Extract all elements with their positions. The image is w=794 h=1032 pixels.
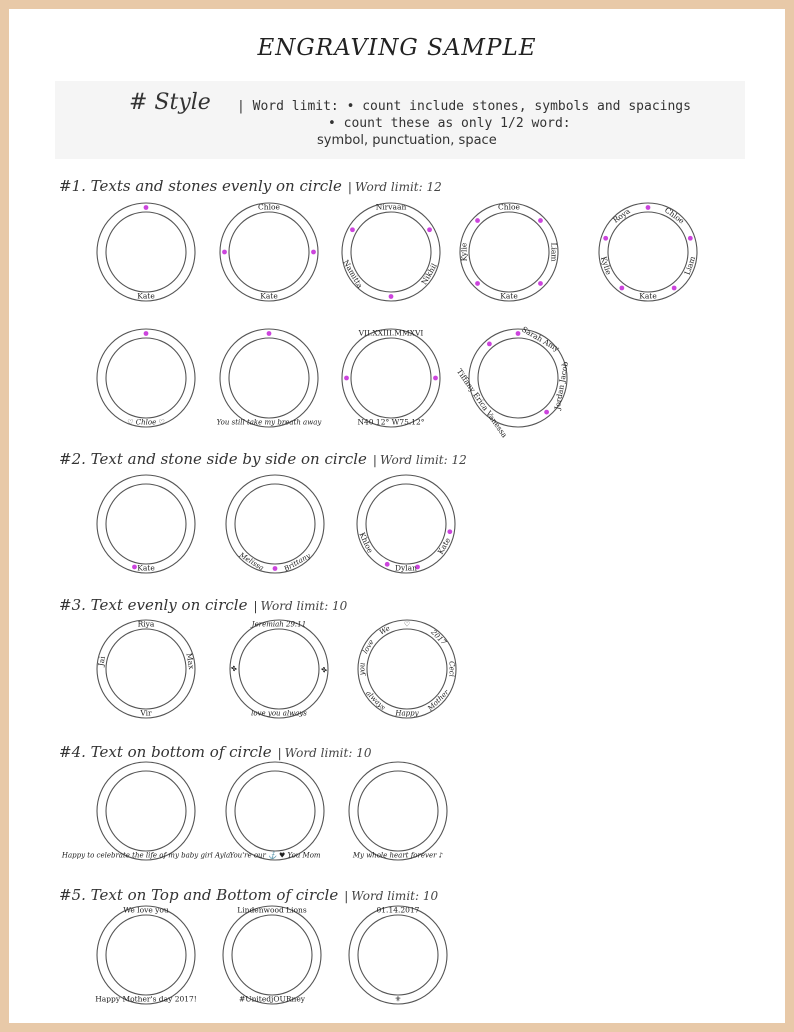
ring-s4r1c: [349, 762, 447, 860]
ring-engraving-text: 2017: [429, 628, 448, 647]
section-5-label: #5. Text on Top and Bottom of circle: [59, 886, 339, 904]
stone-dot: [487, 342, 492, 347]
ring-inner-edge: [235, 484, 315, 564]
ring-engraving-text: Roya: [611, 206, 632, 225]
section-2-label: #2. Text and stone side by side on circle: [59, 450, 367, 468]
ring-engraving-text: Vir: [140, 708, 152, 718]
stone-dot: [538, 218, 543, 223]
ring-engraving-text: Lindenwood Lions: [237, 905, 307, 915]
ring-engraving-text: Brittany: [282, 551, 312, 574]
ring-inner-edge: [229, 338, 309, 418]
page-title: ENGRAVING SAMPLE: [257, 35, 537, 61]
ring-s1r1b: [220, 203, 318, 302]
ring-inner-edge: [106, 915, 186, 995]
ring-engraving-text: Ceci: [447, 661, 456, 677]
ring-engraving-text: We: [378, 624, 392, 637]
ring-engraving-text: Tiffany Erica Vanessa: [454, 367, 510, 440]
ring-engraving-text: Melissa: [237, 551, 266, 573]
ring-inner-edge: [366, 484, 446, 564]
section-3-limit: Word limit: 10: [260, 599, 348, 613]
ring-engraving-text: N40 12° W75.12°: [357, 417, 425, 427]
stone-dot: [672, 286, 677, 291]
stone-dot: [447, 529, 452, 534]
style-rule-line-3: symbol, punctuation, space: [317, 133, 497, 148]
ring-engraving-text: you: [358, 662, 367, 676]
stone-dot: [267, 331, 272, 336]
stone-dot: [603, 236, 608, 241]
section-5-heading: #5. Text on Top and Bottom of circle | Word limit: 10: [59, 886, 439, 904]
ring-inner-edge: [232, 915, 312, 995]
ring-engraving-text: Happy Mother's day 2017!: [95, 994, 197, 1004]
ring-s1r2b: [217, 329, 323, 427]
ring-engraving-text: Nirvaan: [375, 202, 407, 212]
ring-engraving-text: Kylie: [598, 255, 614, 276]
ring-engraving-text: Riya: [137, 619, 155, 629]
ring-inner-edge: [235, 771, 315, 851]
ring-inner-edge: [351, 212, 431, 292]
stone-dot: [544, 410, 549, 415]
ring-inner-edge: [608, 212, 688, 292]
section-1-label: #1. Texts and stones evenly on circle: [59, 177, 342, 195]
ring-engraving-text: Chloe: [662, 205, 686, 226]
ring-engraving-text: Kylie: [459, 242, 469, 262]
ring-s1r1a: [97, 203, 195, 301]
stone-dot: [273, 566, 278, 571]
ring-engraving-text: Jai: [96, 655, 107, 667]
ring-engraving-text: Kate: [137, 291, 155, 301]
stone-dot: [688, 236, 693, 241]
ring-engraving-text: My whole heart forever ♪: [352, 851, 444, 860]
ring-outer-edge: [349, 906, 447, 1004]
ring-outer-edge: [97, 762, 195, 860]
ring-inner-edge: [229, 212, 309, 292]
ring-inner-edge: [358, 915, 438, 995]
ring-outer-edge: [230, 620, 328, 718]
ring-s1r1e: [599, 203, 697, 301]
ring-outer-edge: [220, 203, 318, 301]
ring-engraving-text: Kate: [639, 291, 657, 301]
section-4-heading: #4. Text on bottom of circle | Word limit: 10: [59, 743, 372, 761]
ring-engraving-text: Kate: [137, 563, 155, 573]
stone-dot: [475, 281, 480, 286]
section-3-heading: #3. Text evenly on circle | Word limit: 10: [59, 596, 348, 614]
ring-engraving-text: Kate: [435, 536, 453, 556]
stone-dot: [311, 250, 316, 255]
ring-engraving-text: love you always: [251, 709, 307, 718]
ring-engraving-text: Happy: [395, 709, 419, 718]
ring-s5r1a: [95, 906, 197, 1005]
ring-engraving-text: Nikhil: [419, 261, 439, 287]
ring-engraving-text: ♡ Chloe ♡: [127, 418, 165, 427]
ring-inner-edge: [106, 338, 186, 418]
stone-dot: [144, 205, 149, 210]
ring-outer-edge: [357, 475, 455, 573]
ring-outer-edge: [97, 203, 195, 301]
section-3-label: #3. Text evenly on circle: [59, 596, 248, 614]
ring-engraving-text: Chloe: [498, 202, 520, 212]
stone-dot: [619, 286, 624, 291]
ring-outer-edge: [97, 906, 195, 1004]
ring-s2r1c: [357, 475, 455, 573]
ring-s2r1b: [226, 475, 324, 574]
section-5-limit: Word limit: 10: [351, 889, 439, 903]
section-2-limit: Word limit: 12: [379, 453, 467, 467]
ring-samples: [9, 9, 785, 1023]
ring-engraving-text: Jeremiah 29:11: [251, 620, 307, 629]
ring-s1r2c: [342, 329, 440, 428]
ring-s5r1c: [349, 906, 447, 1005]
ring-engraving-text: Chloe: [258, 202, 280, 212]
stone-dot: [144, 331, 149, 336]
ring-engraving-text: You're our ⚓ ♥ You Mom: [229, 851, 321, 860]
ring-s1r1d: [460, 203, 559, 302]
ring-inner-edge: [239, 629, 319, 709]
ring-inner-edge: [106, 484, 186, 564]
ring-engraving-text: Jordan Jacob: [552, 360, 570, 411]
section-4-limit: Word limit: 10: [284, 746, 372, 760]
ring-engraving-text: 01.14.2017: [376, 905, 420, 915]
ring-engraving-text: Kate: [260, 291, 278, 301]
ring-s1r2a: [97, 329, 195, 427]
stone-dot: [427, 227, 432, 232]
ring-engraving-text: Khloe: [357, 530, 375, 555]
ring-outer-edge: [97, 620, 195, 718]
ring-engraving-text: Max: [184, 652, 197, 671]
section-4-label: #4. Text on bottom of circle: [59, 743, 272, 761]
ring-engraving-text: ⚜: [394, 994, 402, 1004]
stone-dot: [222, 250, 227, 255]
ring-inner-edge: [106, 629, 186, 709]
stone-dot: [433, 376, 438, 381]
ring-engraving-text: Mother: [426, 688, 451, 713]
ring-outer-edge: [97, 475, 195, 573]
ring-s3r1a: [96, 620, 196, 719]
ring-engraving-text: Liam: [549, 242, 559, 262]
stone-dot: [385, 562, 390, 567]
stone-dot: [646, 205, 651, 210]
ring-inner-edge: [351, 338, 431, 418]
ring-engraving-text: ✤: [319, 666, 328, 672]
ring-s2r1a: [97, 475, 195, 573]
ring-outer-edge: [97, 329, 195, 427]
style-heading: # Style: [129, 90, 211, 115]
ring-inner-edge: [358, 771, 438, 851]
stone-dot: [538, 281, 543, 286]
style-rule-line-2: • count these as only 1/2 word:: [328, 116, 571, 131]
ring-engraving-text: Liam: [682, 255, 698, 277]
stone-dot: [132, 565, 137, 570]
stone-dot: [389, 294, 394, 299]
ring-s3r1b: [230, 620, 328, 718]
ring-engraving-text: You still take my breath away: [216, 418, 322, 427]
ring-engraving-text: ✤: [230, 666, 239, 672]
ring-engraving-text: Happy to celebrate the life of my baby girl Ayla: [61, 851, 231, 860]
section-2-heading: #2. Text and stone side by side on circle | Word limit: 12: [59, 450, 467, 468]
ring-s4r1a: [61, 762, 230, 860]
stone-dot: [344, 376, 349, 381]
ring-outer-edge: [223, 906, 321, 1004]
ring-s4r1b: [226, 762, 324, 860]
ring-engraving-text: #UnitedjOURney: [238, 994, 306, 1004]
ring-engraving-text: We love you: [123, 905, 169, 915]
ring-engraving-text: always: [364, 689, 387, 712]
stone-dot: [350, 227, 355, 232]
page: [9, 9, 785, 1023]
ring-s1r1c: [341, 203, 440, 302]
section-1-heading: #1. Texts and stones evenly on circle | Word limit: 12: [59, 177, 442, 195]
ring-engraving-text: Namitta: [341, 258, 365, 290]
ring-engraving-text: ♡: [403, 620, 411, 629]
ring-inner-edge: [469, 212, 549, 292]
ring-outer-edge: [226, 762, 324, 860]
style-rule-line-1: | Word limit: • count include stones, symbols and spacings: [237, 99, 691, 114]
ring-s5r1b: [223, 906, 321, 1005]
ring-engraving-text: Dylan: [395, 563, 417, 573]
ring-s3r1c: [358, 620, 456, 718]
ring-outer-edge: [460, 203, 558, 301]
ring-inner-edge: [106, 212, 186, 292]
stone-dot: [475, 218, 480, 223]
ring-outer-edge: [220, 329, 318, 427]
ring-inner-edge: [106, 771, 186, 851]
section-1-limit: Word limit: 12: [354, 180, 442, 194]
ring-s1r2d: [455, 325, 570, 440]
ring-engraving-text: VII.XXIII.MMXVI: [358, 328, 424, 338]
ring-engraving-text: Kate: [500, 291, 518, 301]
ring-engraving-text: Sarah Amy: [520, 324, 561, 354]
ring-outer-edge: [342, 329, 440, 427]
ring-outer-edge: [349, 762, 447, 860]
ring-engraving-text: love: [361, 638, 376, 656]
